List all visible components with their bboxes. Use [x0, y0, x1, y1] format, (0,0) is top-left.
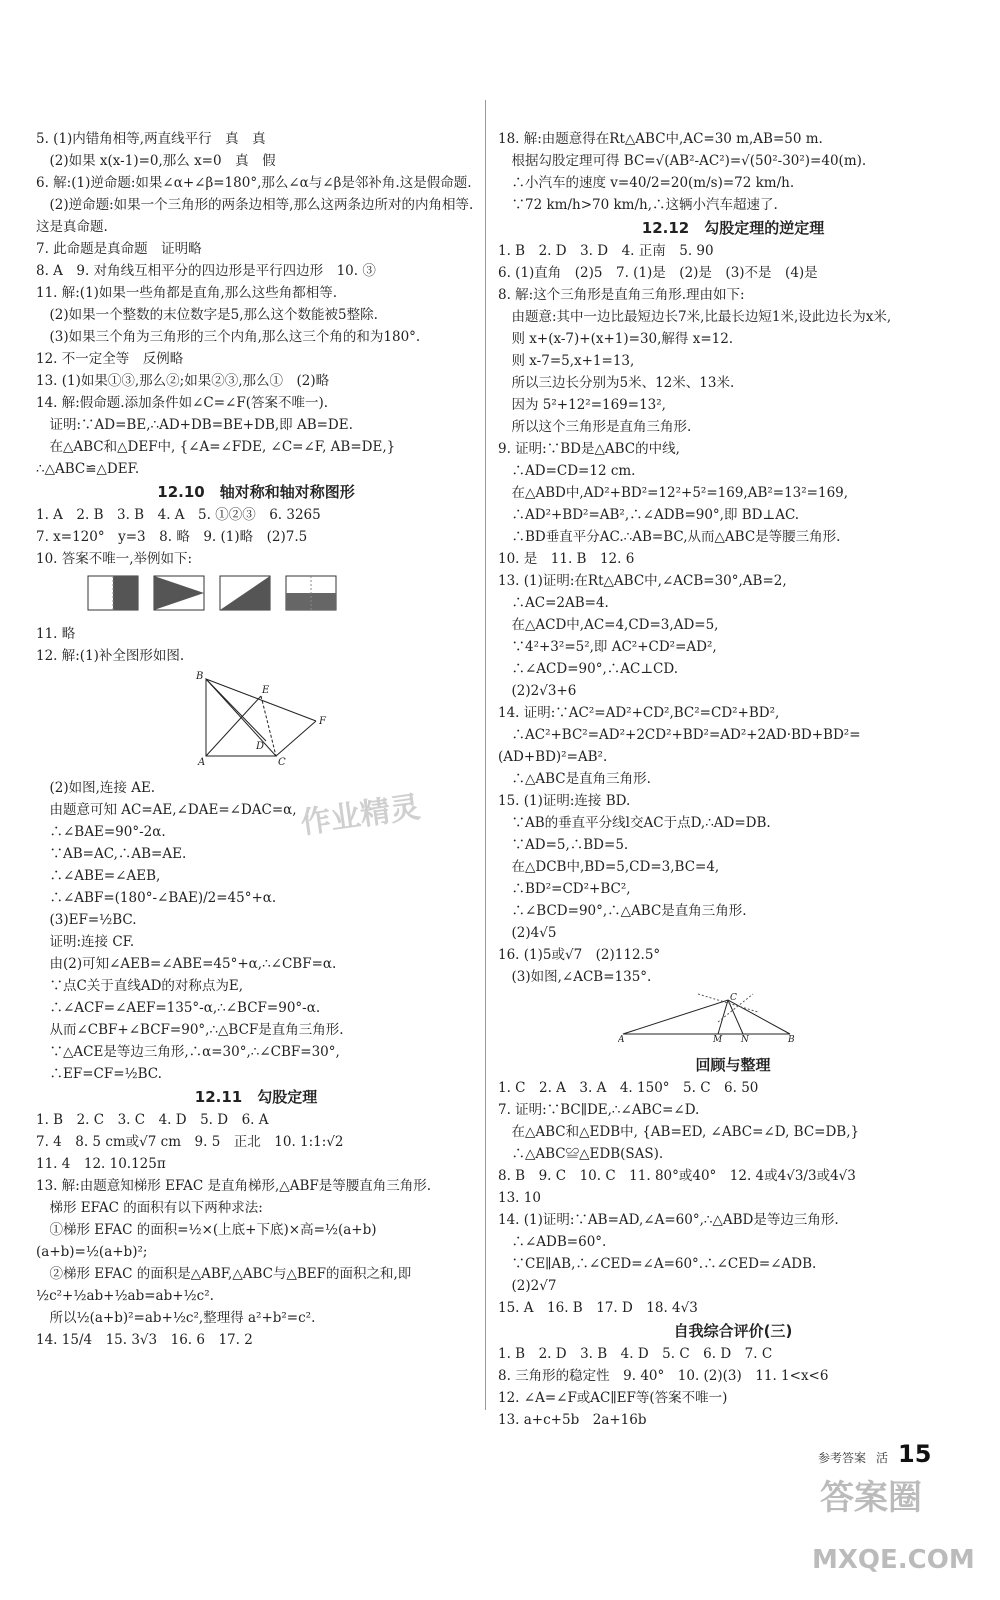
answer-line: 在△ABC和△EDB中, {AB=ED, ∠ABC=∠D, BC=DB,} — [498, 1124, 860, 1140]
answer-line: 14. 15/4 15. 3√3 16. 6 17. 2 — [36, 1332, 253, 1348]
left-column — [36, 128, 476, 1351]
answer-line: ∵4²+3²=5²,即 AC²+CD²=AD², — [498, 639, 717, 655]
answer-line: 11. 略 — [36, 626, 76, 642]
answer-line: 5. (1)内错角相等,两直线平行 真 真 — [36, 131, 266, 147]
answer-line: 15. (1)证明:连接 BD. — [498, 793, 631, 809]
answer-line: ∴BD²=CD²+BC², — [498, 881, 631, 897]
answer-line: 13. (1)如果①③,那么②;如果②③,那么① (2)略 — [36, 373, 330, 389]
answer-line: 8. 解:这个三角形是直角三角形.理由如下: — [498, 287, 745, 303]
answer-line: ∵点C关于直线AD的对称点为E, — [36, 978, 244, 994]
point-label: C — [278, 757, 286, 766]
answer-line: ∴∠ACF=∠AEF=135°-α,∴∠BCF=90°-α. — [36, 1000, 321, 1016]
watermark-stamp: 作业精灵 — [298, 789, 423, 842]
answer-line: 8. B 9. C 10. C 11. 80°或40° 12. 4或4√3/3或4√3 — [498, 1168, 856, 1184]
answer-line: 12. ∠A=∠F或AC∥EF等(答案不唯一) — [498, 1390, 728, 1406]
answer-line: 8. 三角形的稳定性 9. 40° 10. (2)(3) 11. 1<x<6 — [498, 1368, 829, 1384]
point-label: C — [730, 993, 737, 1003]
answer-line: ②梯形 EFAC 的面积是△ABF,△ABC与△BEF的面积之和,即½c²+½ab+½ab=ab+½c². — [36, 1266, 412, 1304]
point-label: B — [788, 1035, 795, 1042]
answer-line: ∵AD=5,∴BD=5. — [498, 837, 629, 853]
answer-line: 14. (1)证明:∵AB=AD,∠A=60°,∴△ABD是等边三角形. — [498, 1212, 839, 1228]
answer-line: ∴∠BCD=90°,∴△ABC是直角三角形. — [498, 903, 747, 919]
answer-line: 在△ACD中,AC=4,CD=3,AD=5, — [498, 617, 719, 633]
answer-line: 由题意:其中一边比最短边长7米,比最长边短1米,设此边长为x米, — [498, 309, 892, 325]
answer-line: (3)如图,∠ACB=135°. — [498, 969, 652, 985]
answer-line: 14. 解:假命题.添加条件如∠C=∠F(答案不唯一). — [36, 395, 329, 411]
triangle-diagram — [186, 671, 336, 766]
answer-line: ∵AB的垂直平分线l交AC于点D,∴AD=DB. — [498, 815, 771, 831]
answer-line: 证明:∵AD=BE,∴AD+DB=BE+DB,即 AB=DE. — [36, 417, 353, 433]
watermark-logo: 答案圈 — [820, 1478, 922, 1518]
answer-line: 则 x-7=5,x+1=13, — [498, 353, 635, 369]
answer-line: 在△DCB中,BD=5,CD=3,BC=4, — [498, 859, 720, 875]
answer-line: 1. B 2. D 3. B 4. D 5. C 6. D 7. C — [498, 1346, 773, 1362]
section-title-12-11: 12.11 勾股定理 — [194, 1088, 318, 1106]
page-number: 15 — [898, 1440, 932, 1468]
answer-line: ∴AC²+BC²=AD²+2CD²+BD²=AD²+2AD·BD+BD²=(AD+BD)²=AB². — [498, 727, 861, 765]
answer-line: 1. B 2. D 3. D 4. 正南 5. 90 — [498, 243, 714, 259]
answer-line: 7. 证明:∵BC∥DE,∴∠ABC=∠D. — [498, 1102, 700, 1118]
q16-figure — [498, 992, 968, 1049]
footer-label: 参考答案 — [818, 1451, 867, 1465]
answer-line: ①梯形 EFAC 的面积=½×(上底+下底)×高=½(a+b)(a+b)=½(a+b)²; — [36, 1222, 377, 1260]
answer-line: ∵CE∥AB,∴∠CED=∠A=60°.∴∠CED=∠ADB. — [498, 1256, 817, 1272]
answer-line: ∵AB=AC,∴AB=AE. — [36, 846, 187, 862]
answer-line: 11. 解:(1)如果一些角都是直角,那么这些角都相等. — [36, 285, 338, 301]
column-divider — [485, 100, 486, 1410]
answer-line: 8. A 9. 对角线互相平分的四边形是平行四边形 10. ③ — [36, 263, 376, 279]
symmetry-squares-figure — [86, 574, 346, 612]
answer-line: 6. 解:(1)逆命题:如果∠α+∠β=180°,那么∠α与∠β是邻补角.这是假命题. — [36, 175, 472, 191]
point-label: M — [713, 1035, 723, 1042]
point-label: E — [262, 685, 270, 696]
answer-line: 15. A 16. B 17. D 18. 4√3 — [498, 1300, 698, 1316]
point-label: F — [319, 716, 326, 727]
answer-line: 根据勾股定理可得 BC=√(AB²-AC²)=√(50²-30²)=40(m). — [498, 153, 867, 169]
answer-line: 所以三边长分别为5米、12米、13米. — [498, 375, 735, 391]
answer-line: ∵72 km/h>70 km/h,∴这辆小汽车超速了. — [498, 197, 778, 213]
watermark-site: MXQE.COM — [812, 1545, 975, 1575]
triangle-acb-diagram — [618, 992, 798, 1042]
answer-line: ∴∠ABF=(180°-∠BAE)/2=45°+α. — [36, 890, 277, 906]
answer-line: ∴BD垂直平分AC.∴AB=BC,从而△ABC是等腰三角形. — [498, 529, 841, 545]
answer-line: 13. 解:由题意知梯形 EFAC 是直角梯形,△ABF是等腰直角三角形. — [36, 1178, 432, 1194]
point-label: A — [618, 1035, 625, 1042]
section-title-self-evaluation: 自我综合评价(三) — [673, 1322, 793, 1340]
point-label: B — [196, 671, 204, 682]
answer-line: 16. (1)5或√7 (2)112.5° — [498, 947, 661, 963]
section-title-12-12: 12.12 勾股定理的逆定理 — [641, 219, 825, 237]
point-label: N — [741, 1035, 749, 1042]
answer-line: 14. 证明:∵AC²=AD²+CD²,BC²=CD²+BD², — [498, 705, 780, 721]
point-label: D — [256, 741, 265, 752]
page-footer — [818, 1440, 931, 1468]
answer-line: 7. 此命题是真命题 证明略 — [36, 241, 202, 257]
answer-line: 在△ABD中,AD²+BD²=12²+5²=169,AB²=13²=169, — [498, 485, 849, 501]
answers-block-a — [36, 128, 476, 480]
answer-line: 由题意可知 AC=AE,∠DAE=∠DAC=α, — [36, 802, 297, 818]
answer-line: ∴∠BAE=90°-2α. — [36, 824, 166, 840]
answer-line: 12. 解:(1)补全图形如图. — [36, 648, 185, 664]
answer-line: (2)如果 x(x-1)=0,那么 x=0 真 假 — [36, 153, 276, 169]
answer-line: 6. (1)直角 (2)5 7. (1)是 (2)是 (3)不是 (4)是 — [498, 265, 818, 281]
answer-line: ∴∠ADB=60°. — [498, 1234, 607, 1250]
answer-line: ∴AC=2AB=4. — [498, 595, 609, 611]
answer-line: ∴△ABC是直角三角形. — [498, 771, 651, 787]
section-title-12-10: 12.10 轴对称和轴对称图形 — [157, 483, 355, 501]
answer-line: 7. 4 8. 5 cm或√7 cm 9. 5 正北 10. 1:1:√2 — [36, 1134, 344, 1150]
answer-line: (2)如图,连接 AE. — [36, 780, 156, 796]
footer-mark: 活 — [876, 1451, 889, 1465]
answer-line: 10. 答案不唯一,举例如下: — [36, 551, 193, 567]
answer-line: 梯形 EFAC 的面积有以下两种求法: — [36, 1200, 263, 1216]
answer-line: 18. 解:由题意得在Rt△ABC中,AC=30 m,AB=50 m. — [498, 131, 823, 147]
answer-line: 从而∠CBF+∠BCF=90°,∴△BCF是直角三角形. — [36, 1022, 344, 1038]
answer-line: (2)逆命题:如果一个三角形的两条边相等,那么这两条边所对的内角相等.这是真命题. — [36, 197, 474, 235]
answer-line: 因为 5²+12²=169=13², — [498, 397, 666, 413]
answer-line: ∴小汽车的速度 v=40/2=20(m/s)=72 km/h. — [498, 175, 795, 191]
answer-line: ∴△ABC≌△EDB(SAS). — [498, 1146, 664, 1162]
answer-line: (2)4√5 — [498, 925, 557, 941]
answer-line: 则 x+(x-7)+(x+1)=30,解得 x=12. — [498, 331, 734, 347]
answer-line: 1. A 2. B 3. B 4. A 5. ①②③ 6. 3265 — [36, 507, 321, 523]
answer-line: (2)2√3+6 — [498, 683, 577, 699]
point-label: A — [198, 757, 206, 766]
section-title-review: 回顾与整理 — [695, 1056, 771, 1074]
answer-line: 13. a+c+5b 2a+16b — [498, 1412, 647, 1428]
answer-line: 10. 是 11. B 12. 6 — [498, 551, 635, 567]
answer-line: ∴AD²+BD²=AB²,∴∠ADB=90°,即 BD⊥AC. — [498, 507, 800, 523]
answer-line: ∴∠ABE=∠AEB, — [36, 868, 161, 884]
answer-line: 所以这个三角形是直角三角形. — [498, 419, 692, 435]
answer-line: 1. C 2. A 3. A 4. 150° 5. C 6. 50 — [498, 1080, 759, 1096]
answer-line: 证明:连接 CF. — [36, 934, 135, 950]
symmetry-figures — [36, 574, 476, 619]
answer-line: 12. 不一定全等 反例略 — [36, 351, 184, 367]
answer-line: 在△ABC和△DEF中, {∠A=∠FDE, ∠C=∠F, AB=DE,} ∴△ABC≌△DEF. — [36, 439, 400, 477]
answer-line: (3)如果三个角为三角形的三个内角,那么这三个角的和为180°. — [36, 329, 421, 345]
answer-line: 由(2)可知∠AEB=∠ABE=45°+α,∴∠CBF=α. — [36, 956, 337, 972]
answer-line: 13. (1)证明:在Rt△ABC中,∠ACB=30°,AB=2, — [498, 573, 787, 589]
answer-line: 11. 4 12. 10.125π — [36, 1156, 166, 1172]
answer-line: (3)EF=½BC. — [36, 912, 137, 928]
answer-line: ∴AD=CD=12 cm. — [498, 463, 636, 479]
answer-line: 所以½(a+b)²=ab+½c²,整理得 a²+b²=c². — [36, 1310, 316, 1326]
q12-figure — [36, 671, 476, 773]
answer-line: ∴∠ACD=90°,∴AC⊥CD. — [498, 661, 678, 677]
answer-line: ∴EF=CF=½BC. — [36, 1066, 162, 1082]
answer-line: ∵△ACE是等边三角形,∴α=30°,∴∠CBF=30°, — [36, 1044, 340, 1060]
answer-line: 7. x=120° y=3 8. 略 9. (1)略 (2)7.5 — [36, 529, 308, 545]
answer-line: 1. B 2. C 3. C 4. D 5. D 6. A — [36, 1112, 269, 1128]
answer-line: 9. 证明:∵BD是△ABC的中线, — [498, 441, 680, 457]
answer-line: (2)2√7 — [498, 1278, 557, 1294]
answer-line: 13. 10 — [498, 1190, 541, 1206]
right-column — [498, 128, 968, 1431]
answer-line: (2)如果一个整数的末位数字是5,那么这个数能被5整除. — [36, 307, 378, 323]
